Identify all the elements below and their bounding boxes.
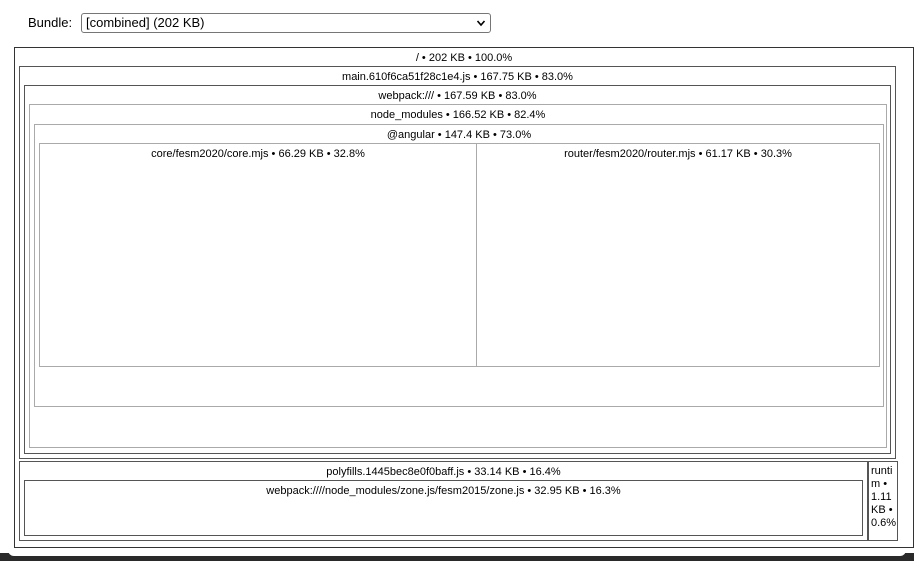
treemap-node-label: main.610f6ca51f28c1e4.js • 167.75 KB • 83.0% [342, 71, 573, 83]
treemap-node-runtime[interactable] [868, 461, 898, 541]
treemap-node-label: / • 202 KB • 100.0% [415, 52, 513, 64]
treemap-node-label: router/fesm2020/router.mjs • 61.17 KB • 30.3% [564, 148, 792, 160]
bundle-label: Bundle: [28, 15, 73, 30]
chevron-down-icon [476, 18, 486, 28]
bundle-select[interactable] [81, 13, 491, 33]
treemap-node-label: webpack:////node_modules/zone.js/fesm2015/zone.js • 32.95 KB • 16.3% [266, 485, 621, 497]
treemap-node-label: core/fesm2020/core.mjs • 66.29 KB • 32.8% [151, 148, 365, 160]
bundle-select-value: [combined] (202 KB) [86, 15, 205, 30]
treemap-node-label: runtim • 1.11 KB • 0.6% [871, 465, 897, 529]
page-card-bottom [8, 548, 906, 556]
treemap-node-label: polyfills.1445bec8e0f0baff.js • 33.14 KB • 16.4% [326, 466, 561, 478]
treemap-node-label: @angular • 147.4 KB • 73.0% [386, 129, 532, 141]
treemap-node-label: webpack:/// • 167.59 KB • 83.0% [378, 90, 537, 102]
treemap-node-zone-js[interactable] [24, 480, 863, 536]
treemap-node-core-mjs[interactable] [39, 143, 477, 367]
treemap-node-router-mjs[interactable] [476, 143, 880, 367]
treemap-node-label: node_modules • 166.52 KB • 82.4% [370, 109, 546, 121]
